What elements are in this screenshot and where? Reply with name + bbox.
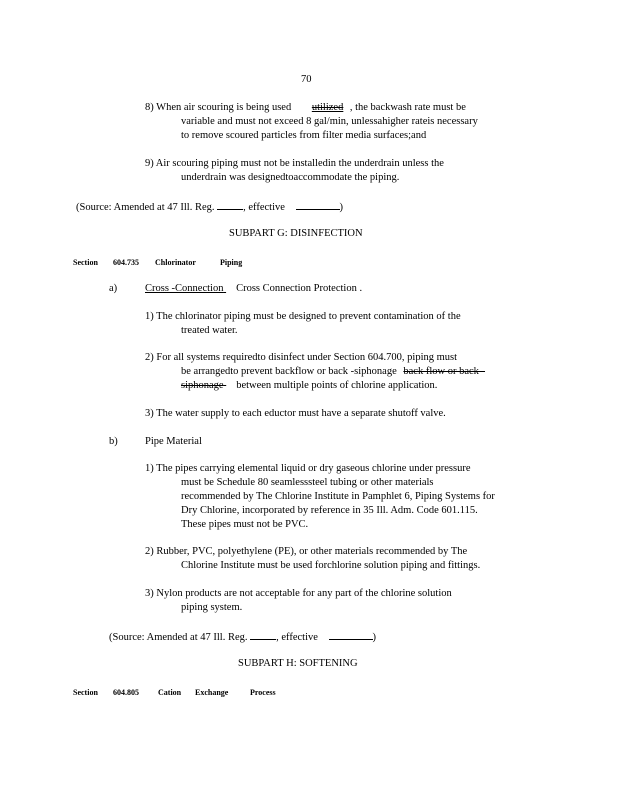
section-805-number: 604.805 [113,688,139,697]
source-1-date-blank [296,199,340,210]
b1-line-2: must be Schedule 80 seamlesssteel tubing or other materials [181,477,434,488]
section-805-word-2: Exchange [195,688,229,697]
section-735-number: 604.735 [113,258,139,267]
a2-line-3-struck: siphonage [181,380,224,391]
section-805-word-3: Process [250,688,276,697]
section-735-label: Section [73,258,98,267]
source-note-2 [109,629,376,645]
part-a-heading-rest: Cross Connection Protection . [236,283,363,294]
item-8-line-1 [145,101,466,115]
a1-line-2: treated water. [181,325,238,336]
source-note-1 [76,199,343,215]
source-1-text-b: , effective [243,202,285,213]
b1-line-5: These pipes must not be PVC. [181,519,309,530]
item-8-text-a: 8) When air scouring is being used [145,102,292,113]
part-b-letter: b) [109,436,118,447]
part-a-letter: a) [109,283,118,294]
subpart-h-heading: SUBPART H: SOFTENING [238,658,358,669]
a2-line-2 [181,365,485,379]
section-805-label: Section [73,688,98,697]
item-8-line-2: variable and must not exceed 8 gal/min, unlessahigher rateis necessary [181,116,478,127]
a1-line-1: 1) The chlorinator piping must be designed to prevent contamination of the [145,311,461,322]
b3-line-2: piping system. [181,602,243,613]
item-8-line-3: to remove scoured particles from filter media surfaces;and [181,130,427,141]
subpart-g-heading: SUBPART G: DISINFECTION [229,228,363,239]
section-735-word-2: Piping [220,258,243,267]
source-2-date-blank [329,629,373,640]
source-1-reg-blank [217,199,243,210]
source-2-text-c: ) [372,632,377,643]
item-8-insertion-blank [294,101,350,115]
part-a-heading-underlined: Cross -Connection [145,283,224,294]
b1-line-4: Dry Chlorine, incorporated by reference in 35 Ill. Adm. Code 601.115. [181,505,478,516]
part-b-heading: Pipe Material [145,436,202,447]
item-8-struck-word: utilized [311,102,344,113]
a2-line-2-text: be arrangedto prevent backflow or back -siphonage [181,366,397,377]
part-a-heading [145,282,362,296]
b1-line-1: 1) The pipes carrying elemental liquid or dry gaseous chlorine under pressure [145,463,471,474]
source-1-text-c: ) [339,202,344,213]
b1-line-3: recommended by The Chlorine Institute in Pamphlet 6, Piping Systems for [181,491,495,502]
item-8-text-b: , the backwash rate must be [349,102,466,113]
source-2-text-a: (Source: Amended at 47 Ill. Reg. [109,632,248,643]
b2-line-2: Chlorine Institute must be used forchlorine solution piping and fittings. [181,560,481,571]
item-9-line-1: 9) Air scouring piping must not be installedin the underdrain unless the [145,158,444,169]
section-735-word-1: Chlorinator [155,258,196,267]
a2-line-3-text: between multiple points of chlorine application. [233,380,438,391]
page-number: 70 [301,74,312,85]
b3-line-1: 3) Nylon products are not acceptable for any part of the chlorine solution [145,588,452,599]
a2-line-3 [181,379,437,393]
source-2-reg-blank [250,629,276,640]
a2-line-2-struck: back flow or back - [403,366,486,377]
part-a-underline-gap [223,282,233,296]
source-2-text-b: , effective [276,632,318,643]
a2-line-3-strike-tail [224,379,234,393]
b2-line-1: 2) Rubber, PVC, polyethylene (PE), or other materials recommended by The [145,546,468,557]
a3-line-1: 3) The water supply to each eductor must have a separate shutoff valve. [145,408,446,419]
a2-line-1: 2) For all systems requiredto disinfect under Section 604.700, piping must [145,352,458,363]
source-1-text-a: (Source: Amended at 47 Ill. Reg. [76,202,215,213]
item-9-line-2: underdrain was designedtoaccommodate the piping. [181,172,400,183]
section-805-word-1: Cation [158,688,182,697]
